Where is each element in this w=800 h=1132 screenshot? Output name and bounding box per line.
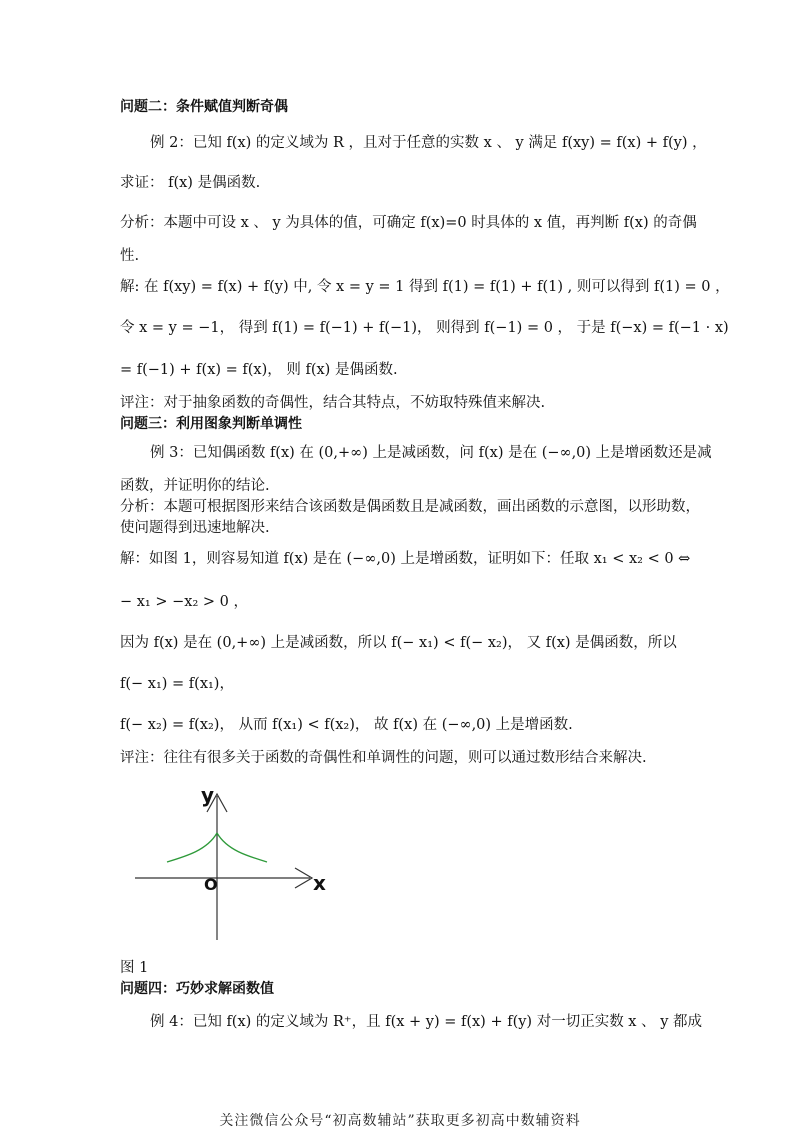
solution2-line2: 令 x = y = −1， 得到 f(1) = f(−1) + f(−1)， 则得到 f(−1) = 0 ， 于是 f(−x) = f(−1 · x): [120, 320, 729, 336]
example3-line2: 函数，并证明你的结论.: [120, 478, 270, 494]
comment3: 评注：往往有很多关于函数的奇偶性和单调性的问题，则可以通过数形结合来解决.: [120, 750, 647, 766]
left-branch-curve: [167, 833, 217, 862]
solution3-line5: f(− x₂) = f(x₂)， 从而 f(x₁) < f(x₂)， 故 f(x) 在 (−∞,0) 上是增函数.: [120, 717, 573, 733]
analysis2-line2: 性.: [120, 248, 140, 264]
solution3-line4: f(− x₁) = f(x₁)，: [120, 676, 234, 692]
section3-title: 问题三：利用图象判断单调性: [120, 416, 302, 432]
section4-title: 问题四：巧妙求解函数值: [120, 981, 274, 997]
footer-note: 关注微信公众号“初高数辅站”获取更多初高中数辅资料: [219, 1113, 581, 1129]
analysis2-line1: 分析：本题中可设 x 、 y 为具体的值，可确定 f(x)=0 时具体的 x 值，再判断 f(x) 的奇偶: [120, 215, 697, 231]
solution3-line3: 因为 f(x) 是在 (0,+∞) 上是减函数，所以 f(− x₁) < f(− x₂)， 又 f(x) 是偶函数，所以: [120, 635, 677, 651]
figure-caption: 图 1: [120, 960, 149, 976]
example2-line1: 例 2：已知 f(x) 的定义域为 R ，且对于任意的实数 x 、 y 满足 f(xy) = f(x) + f(y) ，: [150, 135, 707, 151]
example3-line1: 例 3：已知偶函数 f(x) 在 (0,+∞) 上是减函数，问 f(x) 是在 (−∞,0) 上是增函数还是减: [150, 445, 712, 461]
solution3-line1: 解：如图 1，则容易知道 f(x) 是在 (−∞,0) 上是增函数，证明如下：任取 x₁ < x₂ < 0 ⇔: [120, 551, 691, 567]
comment2: 评注：对于抽象函数的奇偶性，结合其特点，不妨取特殊值来解决.: [120, 395, 546, 411]
x-axis-label: x: [313, 871, 326, 895]
example2-line2: 求证： f(x) 是偶函数.: [120, 175, 261, 191]
y-axis-label: y: [201, 783, 215, 807]
analysis3-line2: 使问题得到迅速地解决.: [120, 520, 270, 536]
section2-title: 问题二：条件赋值判断奇偶: [120, 99, 288, 115]
example4-line1: 例 4：已知 f(x) 的定义域为 R⁺，且 f(x + y) = f(x) + f(y) 对一切正实数 x 、 y 都成: [150, 1014, 702, 1030]
figure-1-graph: [125, 780, 365, 950]
right-branch-curve: [217, 833, 267, 862]
solution2-line3: = f(−1) + f(x) = f(x)， 则 f(x) 是偶函数.: [120, 362, 398, 378]
solution3-line2: − x₁ > −x₂ > 0 ，: [120, 594, 248, 610]
origin-label: O: [204, 875, 218, 894]
solution2-line1: 解: 在 f(xy) = f(x) + f(y) 中, 令 x = y = 1 得到 f(1) = f(1) + f(1) , 则可以得到 f(1) = 0 ，: [120, 279, 730, 295]
analysis3-line1: 分析：本题可根据图形来结合该函数是偶函数且是减函数，画出函数的示意图，以形助数，: [120, 499, 700, 515]
